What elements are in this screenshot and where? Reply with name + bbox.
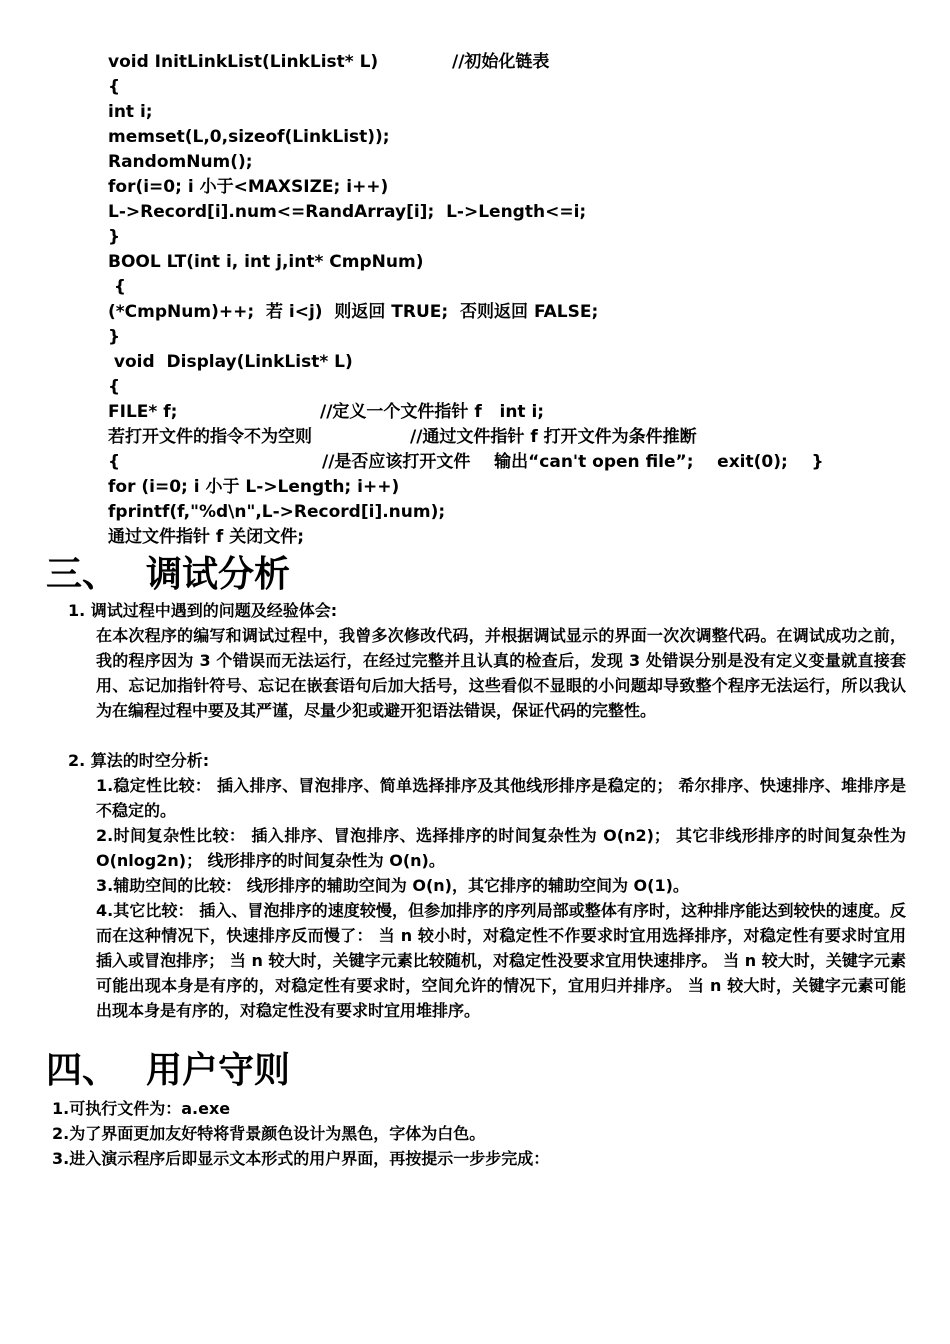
paragraph-time-complexity: 2.时间复杂性比较： 插入排序、冒泡排序、选择排序的时间复杂性为 O(n2)； 其它非线形排序的时间复杂性为 O(nlog2n)； 线形排序的时间复杂性为 O(n)。 bbox=[96, 826, 906, 870]
code-line: void Display(LinkList* L) bbox=[108, 352, 353, 372]
code-line: BOOL LT(int i, int j,int* CmpNum) bbox=[108, 252, 424, 272]
section-title: 调试分析 bbox=[146, 554, 291, 595]
list-item-label: 1. 调试过程中遇到的问题及经验体会: bbox=[68, 601, 338, 620]
rule-item: 1.可执行文件为：a.exe bbox=[52, 1099, 231, 1118]
paragraph-other-comparison: 4.其它比较： 插入、冒泡排序的速度较慢，但参加排序的序列局部或整体有序时，这种排序能达到较快的速度。反而在这种情况下，快速排序反而慢了： 当 n 较小时，对稳定性不作要求时宜用选择排序，对稳定性有要求时宜用插入或冒泡排序； 当 n 较大时，关键字元素比较随机，对稳定性没要求宜用快速排序。 当 n 较大时，关键字元素可能出现本身是有序的，对稳定性有要求时，空间允许的情况下，宜用归并排序。 当 n 较大时，关键字元素可能出现本身是有序的，对稳定性没有要求时宜用堆排序。 bbox=[96, 901, 906, 1020]
section-number: 四、 bbox=[46, 1050, 119, 1091]
code-line: memset(L,0,sizeof(LinkList)); bbox=[108, 127, 390, 147]
section-title: 用户守则 bbox=[146, 1050, 291, 1091]
list-item-label: 2. 算法的时空分析: bbox=[68, 751, 210, 770]
code-line: fprintf(f,"%d\n",L->Record[i].num); bbox=[108, 502, 446, 522]
code-comment: //定义一个文件指针 f int i; bbox=[320, 402, 545, 422]
paragraph-stability: 1.稳定性比较： 插入排序、冒泡排序、简单选择排序及其他线形排序是稳定的； 希尔排序、快速排序、堆排序是不稳定的。 bbox=[96, 776, 906, 820]
code-line: for(i=0; i 小于<MAXSIZE; i++) bbox=[108, 177, 389, 197]
code-line: RandomNum(); bbox=[108, 152, 253, 172]
section-heading-user-rules bbox=[46, 1048, 290, 1094]
code-line: { bbox=[108, 77, 121, 97]
code-line: for (i=0; i 小于 L->Length; i++) bbox=[108, 477, 400, 497]
code-line: FILE* f; //定义一个文件指针 f int i; bbox=[108, 400, 908, 425]
section-number: 三、 bbox=[46, 554, 119, 595]
code-line: int i; bbox=[108, 102, 153, 122]
paragraph-debug-experience: 在本次程序的编写和调试过程中，我曾多次修改代码，并根据调试显示的界面一次次调整代码。在调试成功之前，我的程序因为 3 个错误而无法运行，在经过完整并且认真的检查后，发现 3 处错误分别是没有定义变量就直接套用、忘记加指针符号、忘记在嵌套语句后加大括号，这些看似不显眼的小问题却导致整个程序无法运行，所以我认为在编程过程中要及其严谨，尽量少犯或避开犯语法错误，保证代码的完整性。 bbox=[96, 626, 906, 720]
code-comment: //通过文件指针 f 打开文件为条件推断 bbox=[410, 427, 697, 447]
rule-item: 3.进入演示程序后即显示文本形式的用户界面，再按提示一步步完成： bbox=[52, 1149, 550, 1168]
section-heading-debug bbox=[46, 552, 290, 598]
code-line: { //是否应该打开文件 输出“can't open file”; exit(0); } bbox=[108, 450, 908, 475]
code-line: L->Record[i].num<=RandArray[i]; L->Length<=i; bbox=[108, 202, 587, 222]
paragraph-aux-space: 3.辅助空间的比较： 线形排序的辅助空间为 O(n)，其它排序的辅助空间为 O(1)。 bbox=[96, 876, 689, 895]
code-line: 若打开文件的指令不为空则 //通过文件指针 f 打开文件为条件推断 bbox=[108, 425, 908, 450]
code-comment: //是否应该打开文件 输出“can't open file”; exit(0); } bbox=[322, 452, 824, 472]
code-line: 通过文件指针 f 关闭文件; bbox=[108, 527, 305, 547]
code-line: { bbox=[108, 277, 127, 297]
code-comment: //初始化链表 bbox=[452, 52, 550, 72]
code-line: { bbox=[108, 377, 121, 397]
code-line: } bbox=[108, 327, 121, 347]
code-listing bbox=[108, 50, 908, 550]
code-line: (*CmpNum)++; 若 i<j) 则返回 TRUE; 否则返回 FALSE; bbox=[108, 302, 599, 322]
rule-item: 2.为了界面更加友好特将背景颜色设计为黑色，字体为白色。 bbox=[52, 1124, 486, 1143]
code-line: } bbox=[108, 227, 121, 247]
code-line: void InitLinkList(LinkList* L) //初始化链表 bbox=[108, 50, 908, 75]
